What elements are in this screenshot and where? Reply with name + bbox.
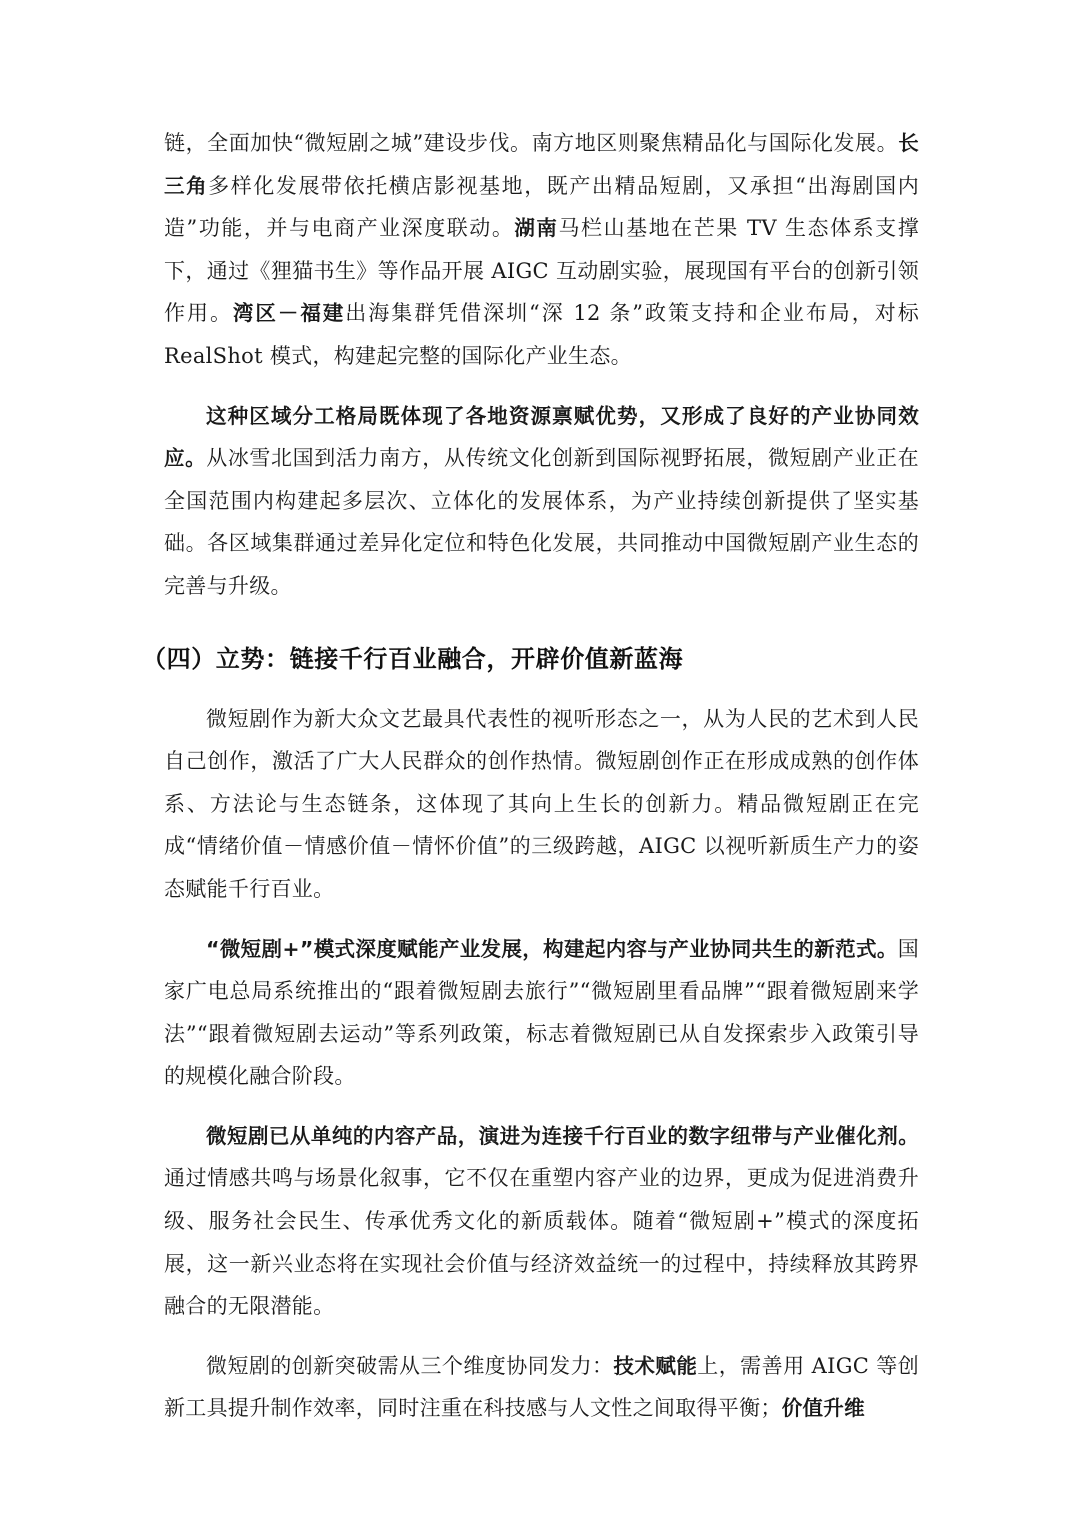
text-run: 微短剧作为新大众文艺最具代表性的视听形态之一，从为人民的艺术到人民自己创作，激活了广大人民群众的创作热情。微短剧创作正在形成成熟的创作体系、方法论与生态链条，这体现了其向上生长的创新力。精品微短剧正在完成“情绪价值－情感价值－情怀价值”的三级跨越，AIGC 以视听新质生产力的姿态赋能千行百业。 [164, 706, 919, 901]
paragraph-new-mass-art [164, 698, 919, 911]
paragraph-regional-division [164, 395, 919, 608]
paragraph-microdrama-plus [164, 928, 919, 1098]
paragraph-three-dimensions [164, 1345, 919, 1430]
text-run: 上，需善用 AIGC 等创新工具提升制作效率，同时注重在科技感与人文性之间取得平衡； [164, 1353, 920, 1421]
text-run: 多样化发展带依托横店影视基地，既产出精品短剧，又承担“出海剧国内造”功能，并与电商产业深度联动。 [164, 173, 919, 241]
text-run: 微短剧的创新突破需从三个维度协同发力： [206, 1353, 614, 1378]
text-run: 出海集群凭借深圳“深 12 条”政策支持和企业布局，对标 RealShot 模式，构建起完整的国际化产业生态。 [164, 301, 919, 368]
text-run: 通过情感共鸣与场景化叙事，它不仅在重塑内容产业的边界，更成为促进消费升级、服务社会民生、传承优秀文化的新质载体。随着“微短剧+”模式的深度拓展，这一新兴业态将在实现社会价值与经济效益统一的过程中，持续释放其跨界融合的无限潜能。 [164, 1166, 919, 1319]
bold-term-tech-empowerment: 技术赋能 [613, 1353, 698, 1378]
bold-lead-sentence: 微短剧已从单纯的内容产品，演进为连接千行百业的数字纽带与产业催化剂。 [206, 1123, 919, 1148]
paragraph-digital-link [164, 1115, 919, 1328]
bold-term-value-upgrade: 价值升维 [781, 1396, 865, 1421]
text-run: 链，全面加快“微短剧之城”建设步伐。南方地区则聚焦精品化与国际化发展。 [164, 131, 899, 155]
paragraph-regional-clusters [164, 122, 919, 378]
text-run: 马栏山基地在芒果 TV 生态体系支撑下，通过《狸猫书生》等作品开展 AIGC 互动剧实验，展现国有平台的创新引领作用。 [164, 216, 920, 326]
bold-lead-sentence: 这种区域分工格局既体现了各地资源禀赋优势，又形成了良好的产业协同效应。 [164, 403, 919, 471]
bold-term-hunan: 湖南 [514, 216, 559, 241]
text-run: 国家广电总局系统推出的“跟着微短剧去旅行”“微短剧里看品牌”“跟着微短剧来学法”“跟着微短剧去运动”等系列政策，标志着微短剧已从自发探索步入政策引导的规模化融合阶段。 [164, 936, 919, 1089]
bold-term-bay-area-fujian: 湾区－福建 [232, 301, 346, 326]
document-page [142, 122, 920, 1447]
section-heading: （四）立势：链接千行百业融合，开辟价值新蓝海 [142, 644, 684, 673]
bold-term-yangtze-delta: 长三角 [164, 131, 919, 198]
text-run: 从冰雪北国到活力南方，从传统文化创新到国际视野拓展，微短剧产业正在全国范围内构建起多层次、立体化的发展体系，为产业持续创新提供了坚实基础。各区域集群通过差异化定位和特色化发展，共同推动中国微短剧产业生态的完善与升级。 [164, 446, 919, 598]
bold-lead-sentence: “微短剧+”模式深度赋能产业发展，构建起内容与产业协同共生的新范式。 [206, 936, 898, 961]
